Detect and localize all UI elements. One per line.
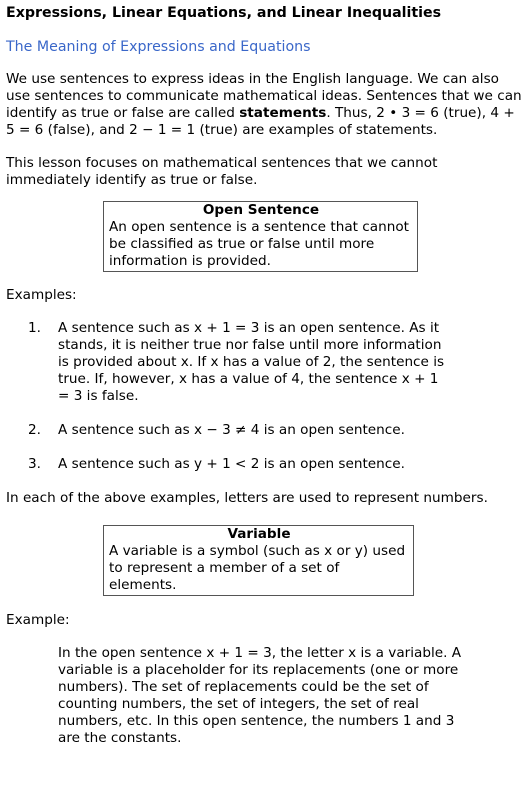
open-sentence-definition-box — [103, 201, 418, 272]
list-item — [6, 456, 448, 473]
each-paragraph: In each of the above examples, letters are used to represent numbers. — [6, 490, 488, 506]
example-label: Example: — [6, 612, 70, 628]
section-heading: The Meaning of Expressions and Equations — [6, 39, 311, 55]
list-item — [6, 422, 448, 439]
list-item-text: A sentence such as y + 1 < 2 is an open sentence. — [58, 456, 405, 472]
focus-paragraph: This lesson focuses on mathematical sentences that we cannot immediately identify as true or false. — [6, 155, 438, 188]
list-item — [6, 320, 448, 405]
lesson-page — [6, 4, 522, 747]
open-sentence-box-text: An open sentence is a sentence that cannot be classified as true or false until more information is provided. — [109, 219, 409, 269]
intro-text-start: We use sentences to express ideas in the English language. We can also use sentences to communicate mathematical ideas. Sentences that we can identify as true or false are called — [6, 71, 522, 121]
intro-paragraph — [6, 71, 522, 139]
statements-term: statements — [239, 105, 327, 121]
variable-box-title: Variable — [227, 526, 291, 542]
variable-definition-box — [103, 525, 414, 596]
list-item-text: A sentence such as x − 3 ≠ 4 is an open sentence. — [58, 422, 405, 438]
list-item-number: 2. — [28, 422, 41, 438]
page-title: Expressions, Linear Equations, and Linear Inequalities — [6, 5, 442, 21]
intro-text-end: . Thus, 2 • 3 = 6 (true), 4 + 5 = 6 (false), and 2 − 1 = 1 (true) are examples of statements. — [6, 105, 515, 138]
variable-example-paragraph: In the open sentence x + 1 = 3, the letter x is a variable. A variable is a placeholder for its replacements (one or more numbers). The set of replacements could be the set of counting numbers, the set of integers, the set of real numbers, etc. In this open sentence, the numbers 1 and 3 are the constants. — [58, 645, 462, 746]
list-item-number: 1. — [28, 320, 41, 336]
examples-list — [6, 320, 522, 473]
examples-label: Examples: — [6, 287, 77, 303]
variable-box-text: A variable is a symbol (such as x or y) used to represent a member of a set of elements. — [109, 543, 406, 593]
open-sentence-box-title: Open Sentence — [202, 202, 320, 218]
list-item-text: A sentence such as x + 1 = 3 is an open sentence. As it stands, it is neither true nor false until more information is provided about x. If x has a value of 2, the sentence is true. If, however, x has a value of 4, the sentence x + 1 = 3 is false. — [58, 320, 445, 404]
list-item-number: 3. — [28, 456, 41, 472]
